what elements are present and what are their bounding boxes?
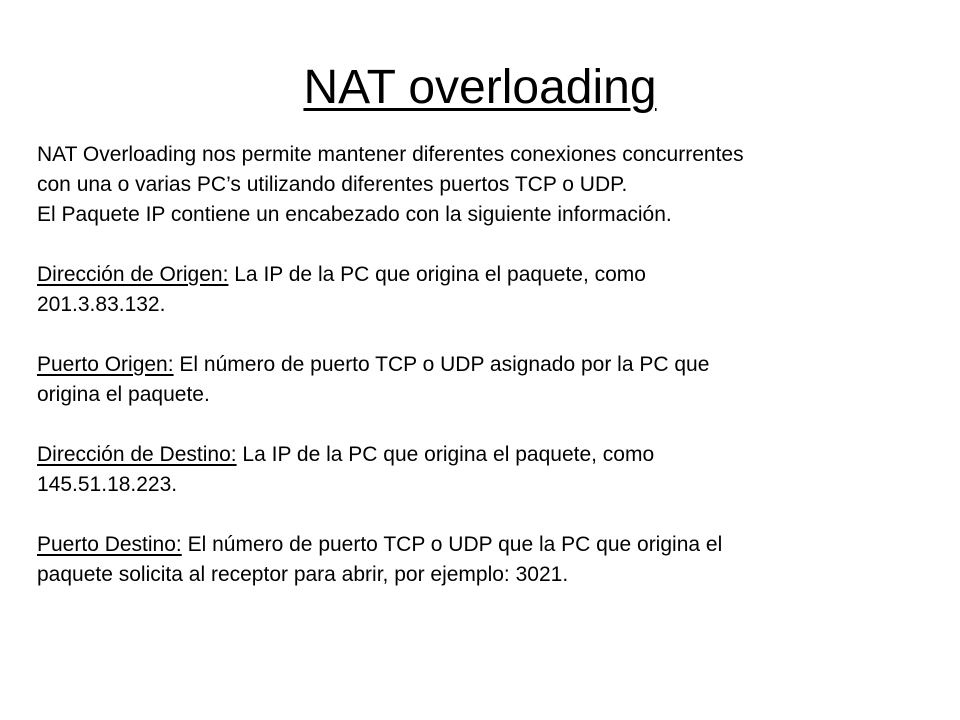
field-description: El número de puerto TCP o UDP asignado por la PC que <box>173 353 710 376</box>
slide-body <box>37 140 917 590</box>
field-destination-port <box>37 530 917 560</box>
field-label: Puerto Destino: <box>37 533 182 556</box>
paragraph-spacer <box>37 230 917 260</box>
intro-line: NAT Overloading nos permite mantener diferentes conexiones concurrentes <box>37 143 744 166</box>
field-destination-address <box>37 440 917 470</box>
paragraph-spacer <box>37 320 917 350</box>
field-label: Dirección de Destino: <box>37 443 237 466</box>
field-source-port-cont: origina el paquete. <box>37 383 210 406</box>
field-label: Puerto Origen: <box>37 353 174 376</box>
field-destination-port-cont: paquete solicita al receptor para abrir, por ejemplo: 3021. <box>37 563 569 586</box>
paragraph-spacer <box>37 500 917 530</box>
field-source-port <box>37 350 917 380</box>
field-source-address <box>37 260 917 290</box>
slide-title: NAT overloading <box>303 61 657 114</box>
field-source-address-cont: 201.3.83.132. <box>37 293 166 316</box>
intro-line: El Paquete IP contiene un encabezado con la siguiente información. <box>37 203 672 226</box>
field-description: El número de puerto TCP o UDP que la PC que origina el <box>181 533 723 556</box>
field-destination-address-cont: 145.51.18.223. <box>37 473 178 496</box>
field-label: Dirección de Origen: <box>37 263 229 286</box>
field-description: La IP de la PC que origina el paquete, como <box>236 443 655 466</box>
intro-line: con una o varias PC’s utilizando diferentes puertos TCP o UDP. <box>37 173 628 196</box>
field-description: La IP de la PC que origina el paquete, como <box>228 263 646 286</box>
paragraph-spacer <box>37 410 917 440</box>
